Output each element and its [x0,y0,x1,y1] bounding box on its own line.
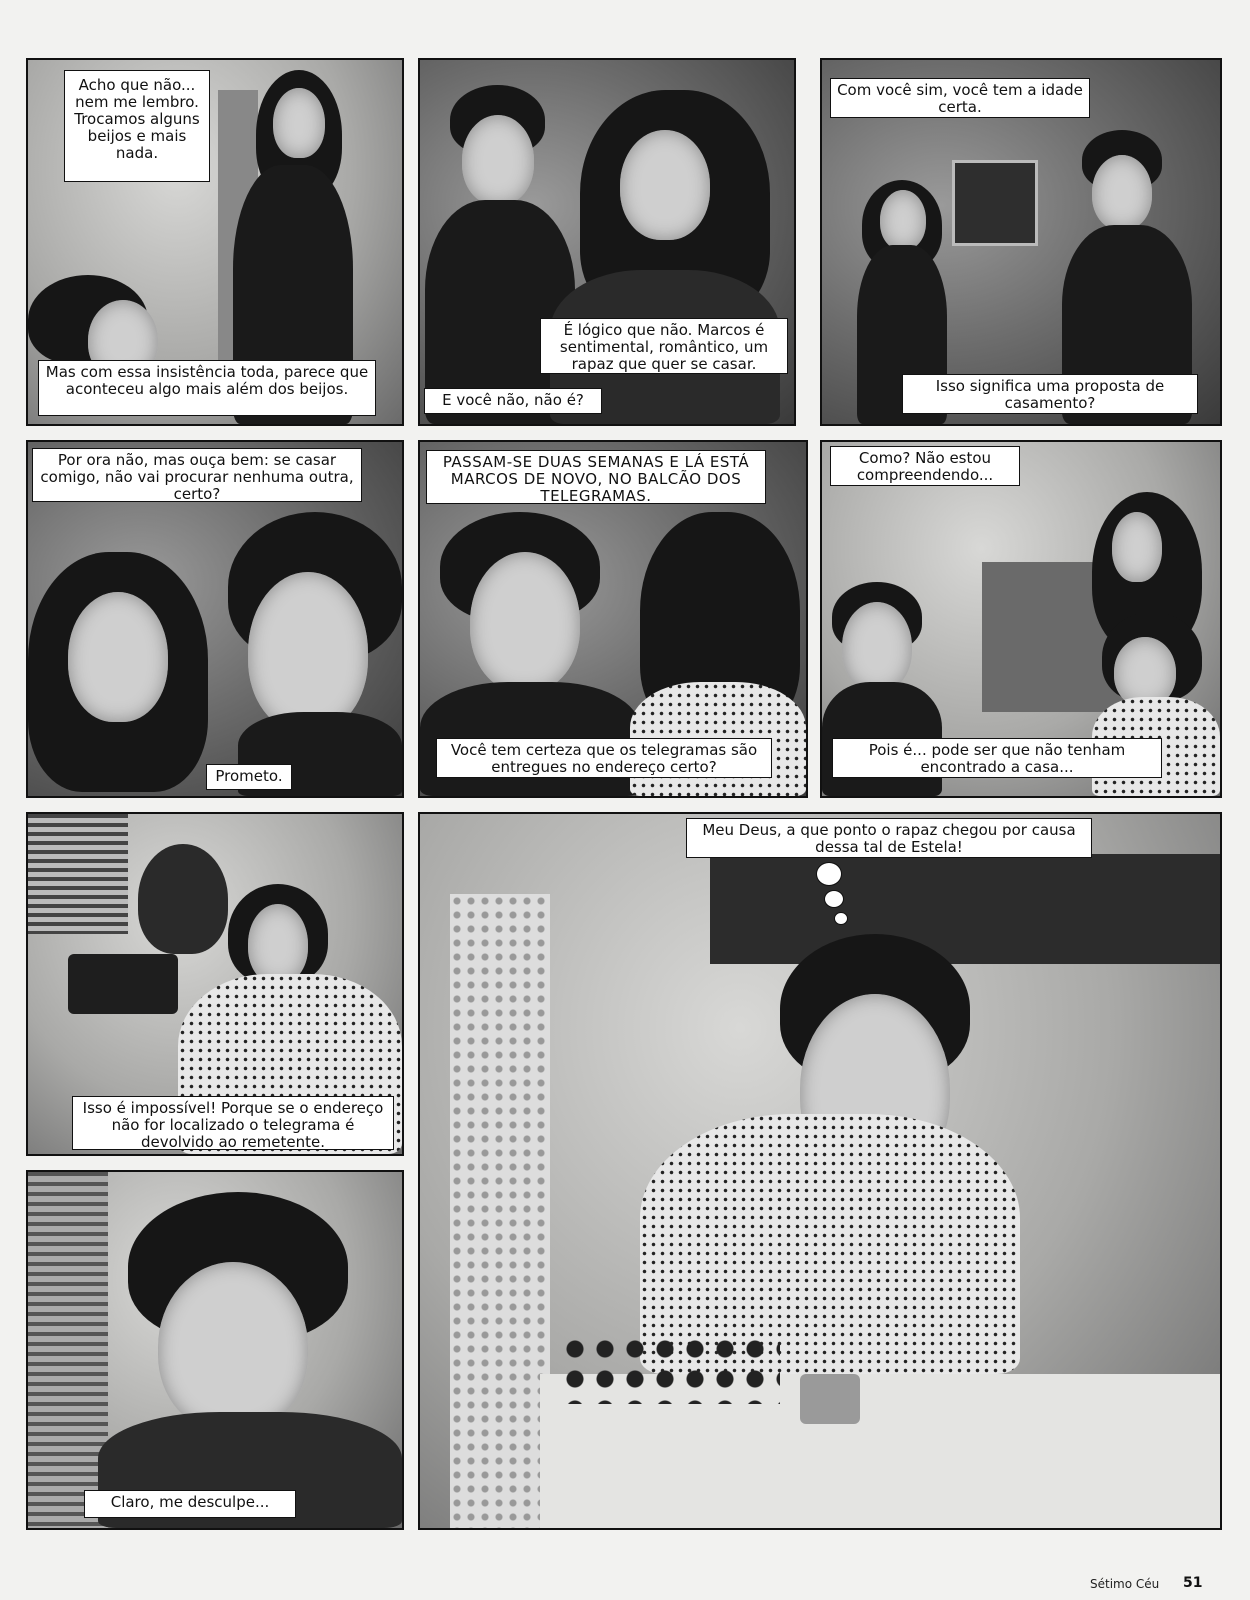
woman-face [620,130,710,240]
pen-cup [800,1374,860,1424]
speech-bubble: Mas com essa insistência toda, parece que aconteceu algo mais além dos beijos. [38,360,376,416]
panel-2 [418,58,796,426]
background-woman-hair [138,844,228,954]
narration-box: PASSAM-SE DUAS SEMANAS E LÁ ESTÁ MARCOS DE NOVO, NO BALCÃO DOS TELEGRAMAS. [426,450,766,504]
panel-6 [820,440,1222,798]
speech-bubble: Isso é impossível! Porque se o endereço não for localizado o telegrama é devolvido ao remetente. [72,1096,394,1150]
thought-dot-medium [824,890,844,908]
speech-bubble: Você tem certeza que os telegramas são entregues no endereço certo? [436,738,772,778]
man-face [248,572,368,732]
blackboard [710,854,1220,964]
woman-face [1112,512,1162,582]
woman-face [880,190,926,250]
speech-bubble: Isso significa uma proposta de casamento? [902,374,1198,414]
speech-bubble: E você não, não é? [424,388,602,414]
speech-bubble: É lógico que não. Marcos é sentimental, romântico, um rapaz que quer se casar. [540,318,788,374]
woman-face [68,592,168,722]
thought-bubble: Meu Deus, a que ponto o rapaz chegou por causa dessa tal de Estela! [686,818,1092,858]
man-face [1092,155,1152,230]
glass-block-partition [450,894,550,1528]
speech-bubble: Pois é... pode ser que não tenham encontrado a casa... [832,738,1162,778]
panel-5 [418,440,808,798]
window-blinds [28,1172,108,1528]
man-face [470,552,580,692]
man-face [158,1262,308,1432]
thought-dot-large [816,862,842,886]
panel-4 [26,440,404,798]
panel-7 [26,812,404,1156]
panel-3 [820,58,1222,426]
speech-bubble: Com você sim, você tem a idade certa. [830,78,1090,118]
panel-1 [26,58,404,426]
page-number: 51 [1183,1575,1203,1591]
panel-8 [26,1170,404,1530]
man-face [462,115,534,205]
rubber-stamps [560,1334,780,1404]
panel-9 [418,812,1222,1530]
wall-picture [952,160,1038,246]
window-blinds [28,814,128,934]
publication-name: Sétimo Céu [1090,1577,1160,1591]
woman-face [273,88,325,158]
speech-bubble: Como? Não estou compreendendo... [830,446,1020,486]
speech-bubble: Claro, me desculpe... [84,1490,296,1518]
typewriter [68,954,178,1014]
speech-bubble: Acho que não... nem me lembro. Trocamos alguns beijos e mais nada. [64,70,210,182]
man-face [842,602,912,692]
thought-dot-small [834,912,848,925]
speech-bubble: Prometo. [206,764,292,790]
clerk-face [248,904,308,984]
speech-bubble: Por ora não, mas ouça bem: se casar comigo, não vai procurar nenhuma outra, certo? [32,448,362,502]
